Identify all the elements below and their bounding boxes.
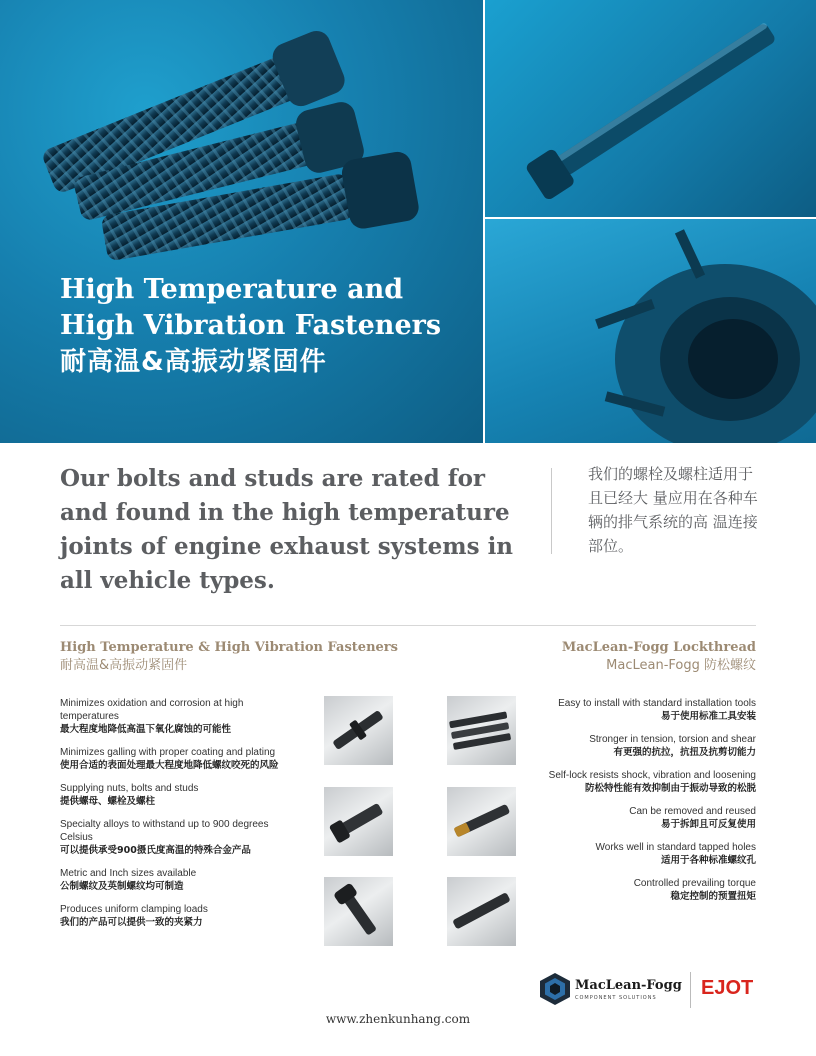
left-section-title-en: High Temperature & High Vibration Fasteners: [60, 640, 398, 655]
right-section-title-zh: MacLean-Fogg 防松螺纹: [606, 658, 756, 673]
product-photo-socket-bolt: [324, 787, 393, 856]
hero-title-line1: High Temperature and: [60, 274, 404, 305]
tagline-en: Our bolts and studs are rated for and found in the high temperature joints of engine exhaust systems in all vehicle types.: [60, 465, 514, 594]
feature-zh: 提供螺母、螺栓及螺柱: [60, 796, 156, 807]
feature-zh: 适用于各种标准螺纹孔: [660, 855, 756, 866]
feature-en: Self-lock resists shock, vibration and loosening: [548, 770, 756, 781]
footer-url: www.zhenkunhang.com: [325, 1012, 471, 1026]
hero-title: [60, 272, 441, 380]
feature-en: Stronger in tension, torsion and shear: [589, 734, 756, 745]
ejot-logo: EJOT: [701, 977, 754, 999]
product-photo-double-end-stud: [447, 877, 516, 946]
maclean-fogg-subtitle: COMPONENT SOLUTIONS: [575, 995, 657, 1001]
feature-zh: 易于使用标准工具安装: [660, 711, 756, 722]
feature-zh: 有更强的抗拉，抗扭及抗剪切能力: [613, 747, 756, 758]
hero-title-line2: High Vibration Fasteners: [60, 310, 442, 341]
list-item: [60, 903, 300, 929]
feature-zh: 最大程度地降低高温下氧化腐蚀的可能性: [60, 724, 232, 735]
feature-en: Controlled prevailing torque: [633, 878, 756, 889]
left-feature-list: [60, 697, 300, 939]
list-item: [60, 818, 300, 857]
product-photo-threaded-stud: [447, 787, 516, 856]
hero-photo-exhaust-manifold: [485, 219, 816, 443]
product-photo-torx-bolt: [324, 877, 393, 946]
hero-title-zh: 耐高温&高振动紧固件: [60, 347, 327, 377]
section-divider: [60, 625, 756, 626]
right-section-title-en: MacLean-Fogg Lockthread: [561, 640, 756, 655]
list-item: [531, 841, 756, 867]
feature-zh: 我们的产品可以提供一致的夹紧力: [60, 917, 203, 928]
feature-en: Supplying nuts, bolts and studs: [60, 783, 199, 794]
tagline-divider: [551, 468, 552, 554]
left-section-heading: [60, 639, 398, 675]
maclean-fogg-logo-text: MacLean-Fogg: [575, 978, 682, 993]
list-item: [531, 769, 756, 795]
right-feature-list: [531, 697, 756, 913]
tagline-zh: 我们的螺栓及螺柱适用于且已经大 量应用在各种车辆的排气系统的高 温连接部位。: [588, 465, 758, 555]
product-photo-stud-set: [447, 696, 516, 765]
feature-zh: 稳定控制的预置扭矩: [670, 891, 756, 902]
list-item: [60, 697, 300, 736]
feature-en: Minimizes galling with proper coating and plating: [60, 747, 276, 758]
list-item: [60, 782, 300, 808]
maclean-fogg-cube-icon: [539, 972, 571, 1006]
right-section-heading: [562, 639, 756, 675]
brand-logos: [537, 970, 777, 1010]
list-item: [531, 877, 756, 903]
list-item: [60, 746, 300, 772]
left-section-title-zh: 耐高温&高振动紧固件: [60, 658, 188, 673]
feature-en: Can be removed and reused: [629, 806, 756, 817]
list-item: [60, 867, 300, 893]
feature-zh: 防松特性能有效抑制由于振动导致的松脱: [584, 783, 756, 794]
list-item: [531, 697, 756, 723]
feature-en: Works well in standard tapped holes: [595, 842, 756, 853]
feature-en: Produces uniform clamping loads: [60, 904, 208, 915]
feature-zh: 可以提供承受900摄氏度高温的特殊合金产品: [60, 845, 251, 856]
product-photo-shoulder-stud: [324, 696, 393, 765]
hero-banner: [0, 0, 816, 443]
feature-zh: 公制螺纹及英制螺纹均可制造: [60, 881, 184, 892]
feature-en: Easy to install with standard installation tools: [558, 698, 756, 709]
feature-en: Minimizes oxidation and corrosion at high temperatures: [60, 698, 244, 722]
feature-zh: 易于拆卸且可反复使用: [660, 819, 756, 830]
hero-photo-flange-bolt: [485, 0, 816, 217]
feature-en: Specialty alloys to withstand up to 900 degrees Celsius: [60, 819, 269, 843]
feature-en: Metric and Inch sizes available: [60, 868, 197, 879]
list-item: [531, 733, 756, 759]
feature-zh: 使用合适的表面处理最大程度地降低螺纹咬死的风险: [60, 760, 279, 771]
logo-divider: [690, 972, 691, 1008]
list-item: [531, 805, 756, 831]
